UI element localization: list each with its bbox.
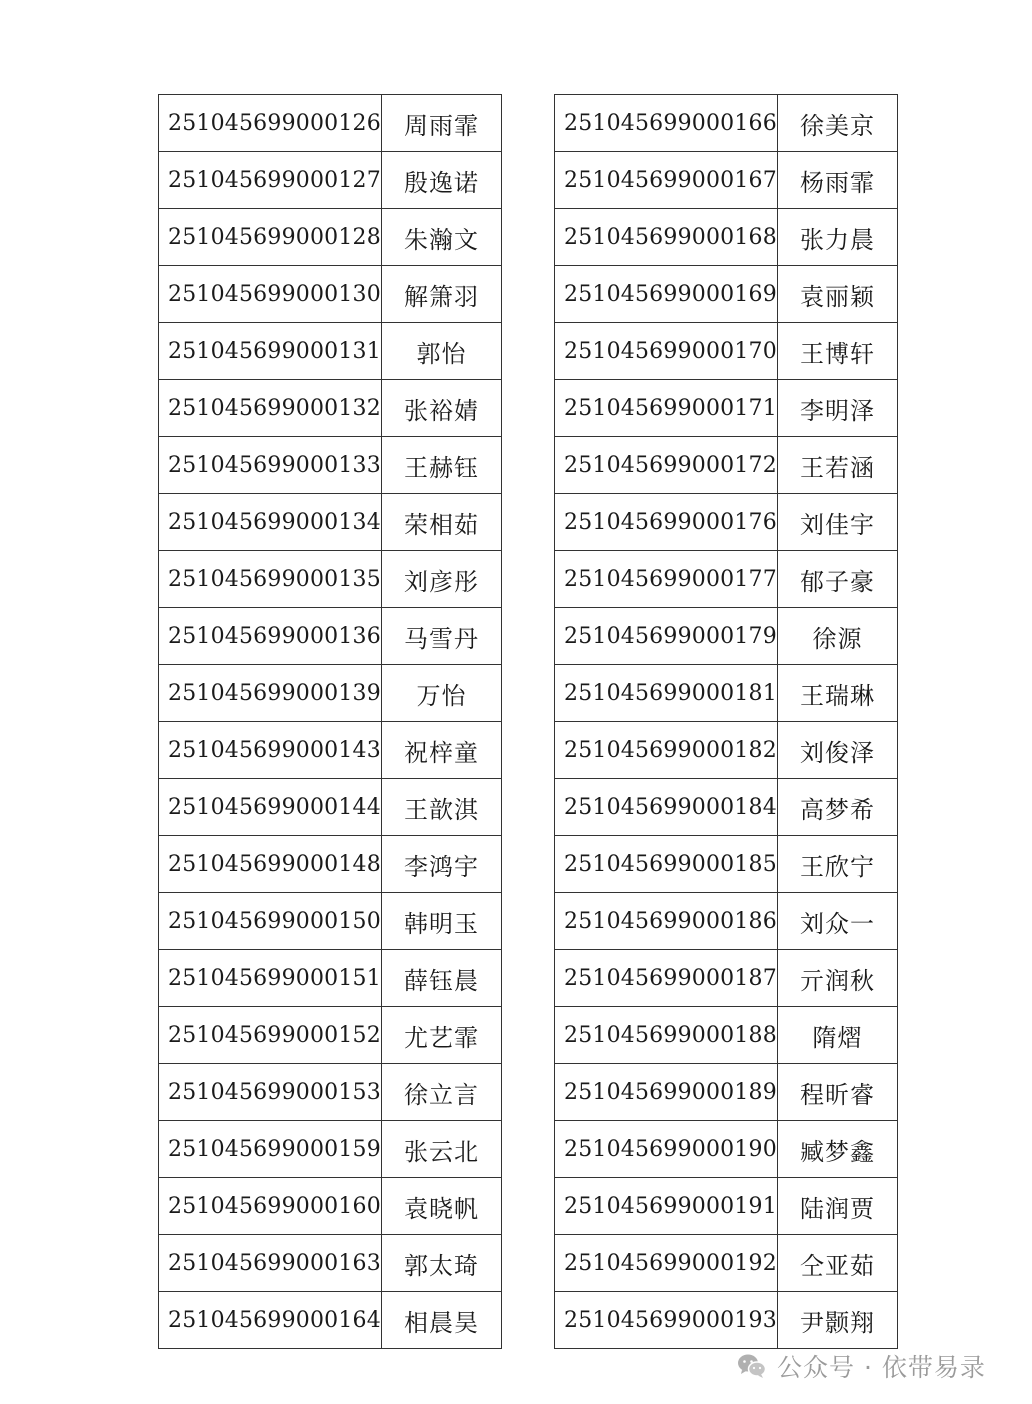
- table-row: [555, 95, 898, 152]
- candidate-name-cell: 刘众一: [777, 893, 897, 950]
- candidate-name-cell: 解箫羽: [381, 266, 501, 323]
- table-row: [555, 1178, 898, 1235]
- candidate-name-cell: 仝亚茹: [777, 1235, 897, 1292]
- candidate-name-cell: 杨雨霏: [777, 152, 897, 209]
- candidate-id-cell: 251045699000126: [159, 95, 382, 152]
- candidate-name-cell: 张云北: [381, 1121, 501, 1178]
- table-row: [555, 380, 898, 437]
- candidate-name-cell: 荣相茹: [381, 494, 501, 551]
- table-row: [159, 95, 502, 152]
- candidate-name-cell: 高梦希: [777, 779, 897, 836]
- candidate-name-cell: 刘彦彤: [381, 551, 501, 608]
- table-row: [159, 551, 502, 608]
- candidate-id-cell: 251045699000176: [555, 494, 778, 551]
- candidate-id-cell: 251045699000130: [159, 266, 382, 323]
- table-row: [159, 1235, 502, 1292]
- table-row: [159, 836, 502, 893]
- candidate-name-cell: 臧梦鑫: [777, 1121, 897, 1178]
- candidate-name-cell: 郭太琦: [381, 1235, 501, 1292]
- candidate-name-cell: 薛钰晨: [381, 950, 501, 1007]
- candidate-id-cell: 251045699000190: [555, 1121, 778, 1178]
- table-row: [159, 1007, 502, 1064]
- table-row: [555, 608, 898, 665]
- candidate-name-cell: 张裕婧: [381, 380, 501, 437]
- watermark-text: 公众号 · 依带易录: [777, 1353, 986, 1382]
- candidate-id-cell: 251045699000167: [555, 152, 778, 209]
- candidate-name-cell: 周雨霏: [381, 95, 501, 152]
- table-row: [555, 779, 898, 836]
- candidate-name-cell: 马雪丹: [381, 608, 501, 665]
- left-roster-table: [158, 94, 502, 1349]
- wechat-icon: [737, 1353, 767, 1379]
- candidate-name-cell: 徐立言: [381, 1064, 501, 1121]
- candidate-id-cell: 251045699000153: [159, 1064, 382, 1121]
- candidate-id-cell: 251045699000148: [159, 836, 382, 893]
- candidate-name-cell: 尤艺霏: [381, 1007, 501, 1064]
- candidate-id-cell: 251045699000135: [159, 551, 382, 608]
- candidate-id-cell: 251045699000164: [159, 1292, 382, 1349]
- candidate-name-cell: 王欣宁: [777, 836, 897, 893]
- candidate-name-cell: 刘佳宇: [777, 494, 897, 551]
- candidate-id-cell: 251045699000132: [159, 380, 382, 437]
- candidate-name-cell: 张力晨: [777, 209, 897, 266]
- candidate-id-cell: 251045699000166: [555, 95, 778, 152]
- watermark: [737, 1346, 986, 1386]
- candidate-id-cell: 251045699000177: [555, 551, 778, 608]
- candidate-name-cell: 隋熠: [777, 1007, 897, 1064]
- table-row: [159, 1178, 502, 1235]
- candidate-id-cell: 251045699000134: [159, 494, 382, 551]
- table-row: [159, 437, 502, 494]
- table-row: [555, 722, 898, 779]
- candidate-id-cell: 251045699000188: [555, 1007, 778, 1064]
- table-row: [555, 665, 898, 722]
- table-row: [159, 779, 502, 836]
- candidate-name-cell: 李鸿宇: [381, 836, 501, 893]
- candidate-name-cell: 万怡: [381, 665, 501, 722]
- table-row: [159, 380, 502, 437]
- candidate-name-cell: 王博轩: [777, 323, 897, 380]
- candidate-name-cell: 相晨昊: [381, 1292, 501, 1349]
- candidate-id-cell: 251045699000163: [159, 1235, 382, 1292]
- table-row: [159, 665, 502, 722]
- candidate-id-cell: 251045699000193: [555, 1292, 778, 1349]
- table-row: [159, 209, 502, 266]
- table-row: [159, 323, 502, 380]
- candidate-name-cell: 殷逸诺: [381, 152, 501, 209]
- candidate-id-cell: 251045699000127: [159, 152, 382, 209]
- candidate-id-cell: 251045699000152: [159, 1007, 382, 1064]
- table-row: [159, 152, 502, 209]
- candidate-name-cell: 陆润贾: [777, 1178, 897, 1235]
- table-row: [159, 950, 502, 1007]
- candidate-id-cell: 251045699000160: [159, 1178, 382, 1235]
- candidate-id-cell: 251045699000179: [555, 608, 778, 665]
- table-row: [555, 494, 898, 551]
- candidate-name-cell: 李明泽: [777, 380, 897, 437]
- table-row: [555, 893, 898, 950]
- table-row: [555, 1064, 898, 1121]
- table-row: [159, 722, 502, 779]
- candidate-name-cell: 祝梓童: [381, 722, 501, 779]
- candidate-name-cell: 刘俊泽: [777, 722, 897, 779]
- candidate-name-cell: 徐源: [777, 608, 897, 665]
- table-row: [555, 1292, 898, 1349]
- candidate-name-cell: 亓润秋: [777, 950, 897, 1007]
- table-row: [555, 266, 898, 323]
- candidate-name-cell: 郁子豪: [777, 551, 897, 608]
- candidate-id-cell: 251045699000172: [555, 437, 778, 494]
- table-row: [159, 893, 502, 950]
- table-row: [555, 836, 898, 893]
- candidate-name-cell: 韩明玉: [381, 893, 501, 950]
- table-row: [555, 1235, 898, 1292]
- candidate-id-cell: 251045699000184: [555, 779, 778, 836]
- candidate-name-cell: 王赫钰: [381, 437, 501, 494]
- candidate-id-cell: 251045699000131: [159, 323, 382, 380]
- candidate-id-cell: 251045699000185: [555, 836, 778, 893]
- candidate-id-cell: 251045699000151: [159, 950, 382, 1007]
- table-row: [555, 950, 898, 1007]
- candidate-id-cell: 251045699000181: [555, 665, 778, 722]
- candidate-id-cell: 251045699000159: [159, 1121, 382, 1178]
- candidate-name-cell: 徐美京: [777, 95, 897, 152]
- candidate-id-cell: 251045699000169: [555, 266, 778, 323]
- table-row: [555, 551, 898, 608]
- candidate-id-cell: 251045699000150: [159, 893, 382, 950]
- candidate-id-cell: 251045699000133: [159, 437, 382, 494]
- table-row: [555, 1007, 898, 1064]
- candidate-id-cell: 251045699000139: [159, 665, 382, 722]
- candidate-id-cell: 251045699000182: [555, 722, 778, 779]
- candidate-id-cell: 251045699000189: [555, 1064, 778, 1121]
- table-row: [555, 323, 898, 380]
- candidate-name-cell: 尹颢翔: [777, 1292, 897, 1349]
- candidate-name-cell: 袁丽颖: [777, 266, 897, 323]
- right-roster-table: [554, 94, 898, 1349]
- candidate-id-cell: 251045699000144: [159, 779, 382, 836]
- candidate-name-cell: 王歆淇: [381, 779, 501, 836]
- candidate-id-cell: 251045699000170: [555, 323, 778, 380]
- table-row: [159, 494, 502, 551]
- table-row: [159, 266, 502, 323]
- candidate-id-cell: 251045699000171: [555, 380, 778, 437]
- candidate-id-cell: 251045699000136: [159, 608, 382, 665]
- candidate-id-cell: 251045699000168: [555, 209, 778, 266]
- candidate-id-cell: 251045699000128: [159, 209, 382, 266]
- table-row: [159, 1064, 502, 1121]
- candidate-name-cell: 程昕睿: [777, 1064, 897, 1121]
- candidate-id-cell: 251045699000187: [555, 950, 778, 1007]
- table-row: [159, 608, 502, 665]
- table-row: [555, 1121, 898, 1178]
- candidate-id-cell: 251045699000186: [555, 893, 778, 950]
- table-row: [555, 209, 898, 266]
- candidate-name-cell: 袁晓帆: [381, 1178, 501, 1235]
- candidate-name-cell: 王若涵: [777, 437, 897, 494]
- candidate-id-cell: 251045699000191: [555, 1178, 778, 1235]
- table-row: [555, 437, 898, 494]
- candidate-name-cell: 郭怡: [381, 323, 501, 380]
- table-row: [159, 1121, 502, 1178]
- candidate-id-cell: 251045699000143: [159, 722, 382, 779]
- candidate-name-cell: 朱瀚文: [381, 209, 501, 266]
- candidate-name-cell: 王瑞琳: [777, 665, 897, 722]
- table-row: [555, 152, 898, 209]
- candidate-id-cell: 251045699000192: [555, 1235, 778, 1292]
- table-row: [159, 1292, 502, 1349]
